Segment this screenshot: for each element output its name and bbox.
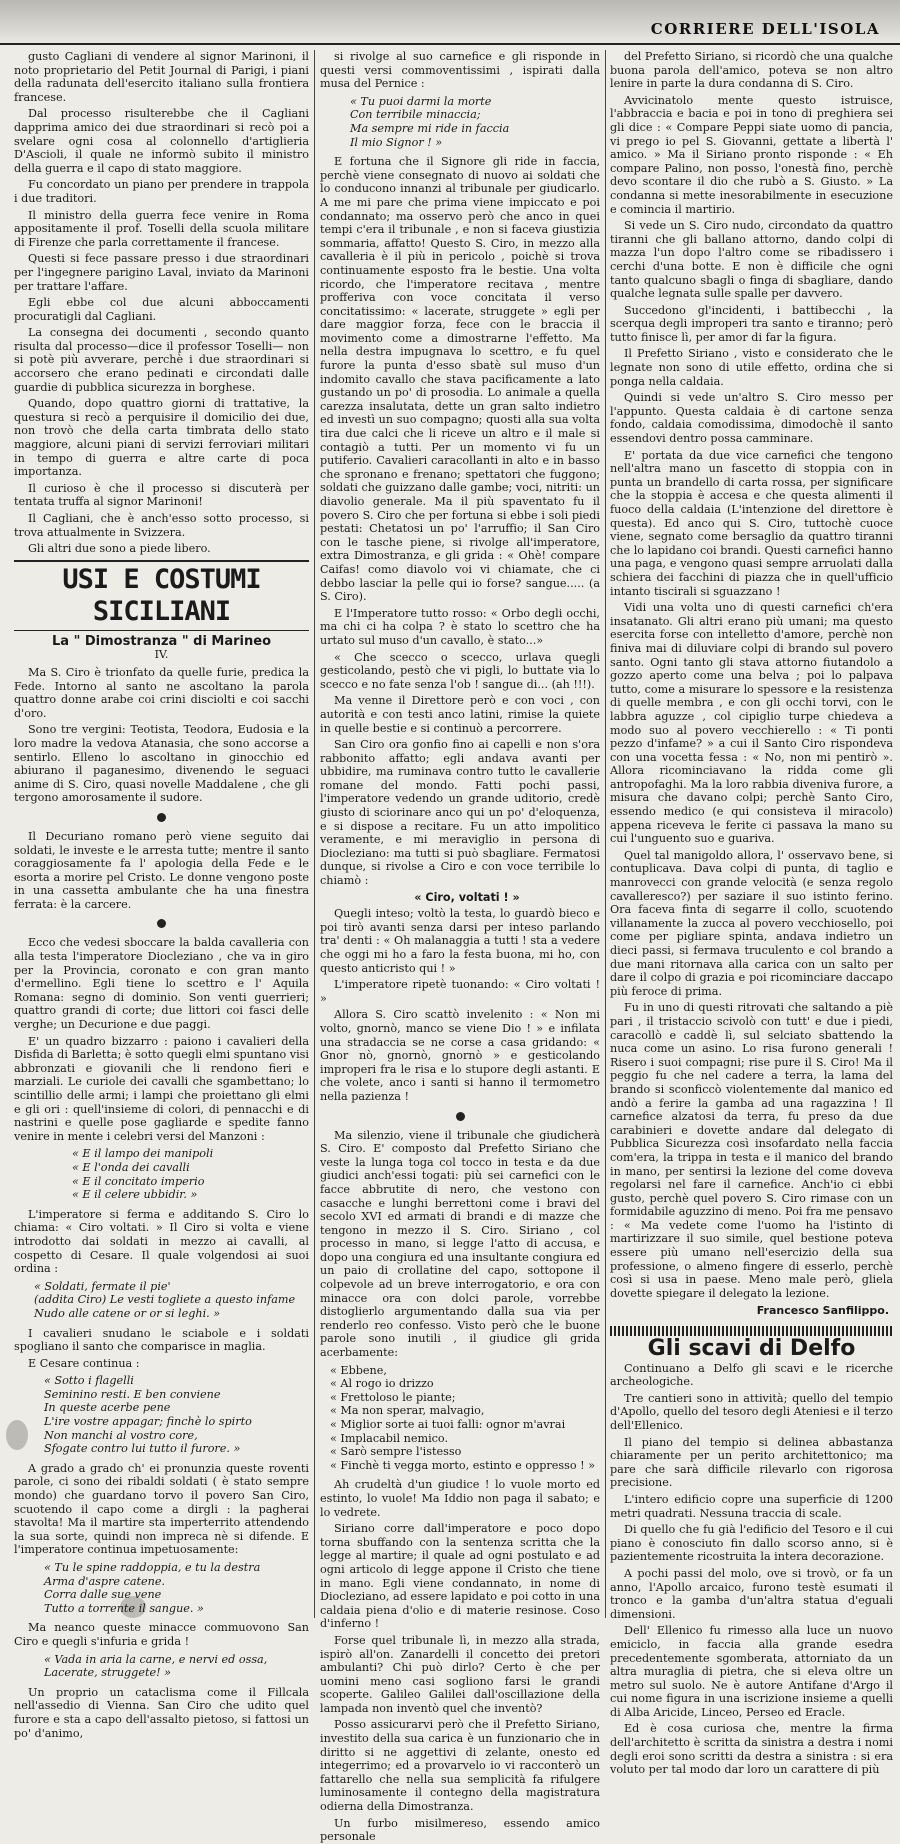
paragraph: L'imperatore si ferma e additando S. Ciro lo chiama: « Ciro voltati. » Il Ciro si volta e viene introdotto dai soldati in mezzo ai cavalli, al cospetto di Cesare. Il quale volgendosi ai suoi ordina : xyxy=(14,1207,309,1276)
verse-line: (addita Ciro) Le vesti toglietе a questo infame xyxy=(34,1293,296,1307)
section-divider xyxy=(610,1326,893,1336)
verse-block xyxy=(14,1147,309,1201)
verse-line: « Frettoloso le piante; xyxy=(330,1390,456,1404)
paragraph: A pochi passi del molo, ove si trovò, or fa un anno, l'Apollo arcaico, furono testè esumati il tronco e la gamba d'un'altra statua d'eguali dimensioni. xyxy=(610,1566,893,1621)
paragraph: L'intero edificio copre una superficie di 1200 metri quadrati. Nessuna traccia di scale. xyxy=(610,1492,893,1520)
paragraph: Ah crudeltà d'un giudice ! lo vuole morto ed estinto, lo vuole! Ma Iddio non paga il sabato; e lo vedrete. xyxy=(320,1478,600,1519)
paragraph: Vidi una volta uno di questi carnefici ch'era insatanato. Gli altri erano più umani; ma questo esercita forse con intelletto d'amore, perchè non finiva mai di diluviare colpi di brando sul povero santo. Ogni tanto gli stava attorno fiutandolo a gozzo aperto come una belva ; poi lo palpava tutto, come a misurare lo spessore e la resistenza di quelle membra , e con gli occhi torvi, con le labbra aguzze , col cipiglio turpe chiedeva a modo suo al povero vecchierello : « Ti ponti pezzo d'infame? » a cui il Santo Ciro rispondeva con una vocetta fessa : « No, non mi pentirò ». Allora ricominciavano la ridda come gli antropofaghi. Ma la loro rabbia diveniva furore, a misura che davano colpi; perchè Santo Ciro, essendo medico (e qui consisteva il miracolo) appena riceveva le ferite ci passava la mano su cui l'unguento suo e guariva. xyxy=(610,601,893,846)
verse-line: « E il lampo dei manipoli xyxy=(72,1147,214,1161)
paragraph: « Che scecco o scecco, urlava quegli gesticolando, pestò che vi pigli, lo buttate via lo scecco e no fate senza l'ob ! sangue di... (ah !!!). xyxy=(320,650,600,691)
paragraph: Quando, dopo quattro giorni di trattative, la questura si recò a perquisire il domicilio dei due, non trovò che della carta timbrata dello stato maggiore, alcuni piani di servizi ferroviari militari in tempo di guerra e altre carte di poca importanza. xyxy=(14,397,309,479)
verse-line: « Miglior sorte ai tuoi falli: ognor m'avrai xyxy=(330,1418,566,1431)
paragraph: Si vede un S. Ciro nudo, circondato da quattro tiranni che gli ballano attorno, dando colpi di mazza l'un dopo l'altro come se ribadissero i cerchi d'una botte. E non è difficile che ogni tanto qualcuno sbagli o finga di sbagliare, dando qualche legnata sulle spalle per davvero. xyxy=(610,219,893,301)
verse-line: Lacerate, struggete! » xyxy=(44,1666,171,1680)
paragraph: Allora S. Ciro scattò invelenito : « Non mi volto, gnornò, manco se viene Dio ! » e infilata una stradaccia se ne corse a casa gridando: « Gnor nò, gnornò, gnornò » e gesticolando improperi fra le risa e lo stupore degli astanti. E che volete, anco i santi si hanno il termometro nella pazienza ! xyxy=(320,1008,600,1103)
paragraph: L'imperatore ripetè tuonando: « Ciro voltati ! » xyxy=(320,978,600,1005)
verse-line: « Finchè ti vegga morto, estinto e oppresso ! » xyxy=(330,1458,596,1472)
paragraph: Questi si fece passare presso i due straordinari per l'ingegnere parigino Laval, inviato da Marinoni per trattare l'affare. xyxy=(14,252,309,293)
article-subtitle: La " Dimostranza " di Marineo xyxy=(51,633,272,649)
paragraph: Gli altri due sono a piede libero. xyxy=(28,542,211,556)
page-header xyxy=(0,0,900,46)
paragraph: E' un quadro bizzarro : paiono i cavalieri della Disfida di Barletta; è sotto quegli elmi spuntano visi abbronzati e giovanili che li rendono fieri e marziali. Le curiole dei cavalli che sgambettano; lo scintillio delle armi; i lampi che proiettano gli elmi e gli ori : quell'insieme di colori, di pennacchi e di nastrini e quelle pose gagliarde e spedite fanno venire in mente i celebri versi del Manzoni : xyxy=(14,1034,309,1143)
verse-line: Corra dalle sue vene xyxy=(44,1588,162,1602)
paragraph: Quel tal manigoldo allora, l' osservavo bene, si contuplicava. Dava colpi di punta, di taglio e manroveсci con grande velocità (e senza regolo cavalleresco?) per saziare il suo istinto ferino. Ora faceva finta di segarre il collo, scuotendo villanamente la zucca al povero vecchiosello, poi come per pigliare spinta, andava indietro un dieci passi, si fermava truculento e col brando a due mani ritornava alla carica con un salto per dare il colpo di grazia e poi ricominciare daccapo più feroce di prima. xyxy=(610,848,893,998)
paragraph: Siriano corre dall'imperatore e poco dopo torna sbuffando con la sentenza scritta che la legge al martire; il quale ad ogni postulato e ad ogni articolo di legge appone il Cristo che tiene in mano. Egli viene condannato, in nome di Diocleziano, ad essere lapidato e poi cotto in una caldaia piena d'olio e di materie resinose. Coso d'inferno ! xyxy=(320,1522,600,1631)
verse-block xyxy=(14,1374,309,1456)
paragraph: Forse quel tribunale lì, in mezzo alla strada, ispirò all'on. Zanardelli il concetto dei pretori ambulanti? Chi può dirlo? Certo è che per uomini meno casi sogliono farsi le grandi scoperte. Galileo Galilei dall'oscillazione della lampada non inventò quel che inventò? xyxy=(320,1633,600,1715)
paragraph: Un furbo misilmereso, essendo amico personale xyxy=(320,1816,600,1844)
paragraph: Ma neanco queste minacce commuovono San Ciro e quegli s'infuria e grida ! xyxy=(14,1621,309,1648)
paragraph: Il ministro della guerra fece venire in Roma appositamente il prof. Toselli della scuola militare di Firenze che parla correttamente il francese. xyxy=(14,208,309,249)
author-signature: Francesco Sanfilippo. xyxy=(756,1304,889,1318)
verse-line: « Sotto i flagelli xyxy=(44,1374,134,1388)
paragraph: Il Cagliani, che è anch'esso sotto processo, si trova attualmente in Svizzera. xyxy=(14,512,309,539)
paragraph: E fortuna che il Signore gli ride in faccia, perchè viene consegnato di nuovo ai soldati che lo conducono innanzi al tribunale per giudicarlo. A me mi pare che prima viene impiccato e poi condannato; ma osservo però che anco in quei tempi c'era il tribunale , e non si faceva giustizia sommaria, affatto! Questo S. Ciro, in mezzo alla cavalleria è il più in pericolo , poichè si trova continuamente esposto fra le bestie. Una volta ricordo, che l'imperatore recitava , mentre profferiva con voce concitata il verso concitatissimo: « lacerate, struggete » egli per dare maggior forza, fece con le braccia il movimento come a dimostrarne l'effetto. Ma nella destra impugnava lo scettro, e fu quel furore la punta d'esso sbatè sul muso d'un indomito cavallo che stava pacificamente a lato gustando un po' di prosodia. Lo animale a quella carezza insalutata, dette un gran salto indietro ed investì un suo compagno; quosti alla sua volta tira due calci che li riceve un altro e il male si contagiò a tutti. Per un momento vi fu un putiferio. Cavalieri caracollanti in alto e in basso che spronano e frenano; spettatori che fuggono; soldati che guizzano dalle gambe; voci, nitriti: un diavolio generale. Ma il più spaventato fu il povero S. Ciro che per fortuna si ebbe i soli piedi pestati: Chetatosi un po' l'arruffio; il San Ciro con le tasche piene, si rivolge all'imperatore, extra Dimostranza, e gli grida : « Ohè! compare Caifas! como diavolo voi vi chiamate, che ci debbo lasciar la pelle qui io forse? sangue..... (a S. Ciro). xyxy=(320,155,600,604)
paragraph: Quegli inteso; voltò la testa, lo guardò bieco e poi tirò avanti senza darsi per inteso parlando tra' denti : « Oh malanaggia a tutti ! sta a vedere che oggi mi ho a faro la festa buona, mi ho, con questo anticristo qui ! » xyxy=(320,907,600,975)
paragraph: Continuano a Delfo gli scavi e le ricerche archeologiche. xyxy=(610,1361,893,1389)
paragraph: Sono tre vergini: Teotista, Teodora, Eudosia e la loro madre la vedova Atanasia, che sono accorse a sentirlo. Elleno lo ascoltano in ginocchio ed abiurano il paganesimo, divenendo le seguaci anime di S. Ciro, quasi novelle Maddalene , che gli tergono amorosamente il sudore. xyxy=(14,723,309,805)
verse-line: « E il celere ubbidir. » xyxy=(72,1188,198,1202)
verse-line: « Implacabil nemico. xyxy=(330,1431,449,1445)
paragraph: Ma venne il Direttore però e con voci , con autorità e con testi anco latini, rimise la quiete in quelle bestie e si continuò a percorrere. xyxy=(320,694,600,735)
section-bullet xyxy=(157,813,166,822)
paragraph: Quindi si vede un'altro S. Ciro messo per l'appunto. Questa caldaia è di cartone senza fondo, caldaia comodissima, dimodochè il santo essendovi dentro possa camminare. xyxy=(610,391,893,446)
paragraph: A grado a grado ch' ei pronunzia queste roventi parole, ci sono dei ribaldi soldati ( è stato sempre mondo) che guardano torvo il povero San Ciro, scuotendo il capo come a dirgli : la pagherai stavolta! Ma il martire sta imperterrito attendendo la sua sorte, quindi non impreca nè si difende. E l'imperatore continua impetuosamente: xyxy=(14,1461,309,1557)
paragraph: si rivolge al suo carnefice e gli risponde in questi versi commoventissimi , ispirati dalla musa del Pernice : xyxy=(320,50,600,91)
paragraph: Di quello che fu già l'edificio del Tesoro e il cui piano è conosciuto fin dallo scorso anno, si è pazientemente ricostruita la intera decorazione. xyxy=(610,1523,893,1564)
paragraph: I cavalieri snudano le sciabole e i soldati spogliano il santo che comparisce in maglia. xyxy=(14,1326,309,1354)
verse-line: Il mio Signor ! » xyxy=(350,135,443,149)
verse-line: Tutto a torrente il sangue. » xyxy=(44,1601,204,1615)
verse-line: « Ma non sperar, malvagio, xyxy=(330,1404,485,1418)
paragraph: E' portata da due vice carnefici che tengono nell'altra mano un fascetto di stoppia con in punta un brandello di carta rossa, per significare che la stoppia è accesa e che questa alimenti il fuoco della caldaia (L'intenzione del direttore è questa). Ed anco qui S. Ciro, tuttochè cuoce viene, segnato come bersaglio da quattro tiranni che lo lapidano coi brandi. Questi carnefici hanno una paga, e vengono quasi sempre arruolati dalla schiera dei facchini di piazza che in quell'ufficio intanto tiscirali si sguazzano ! xyxy=(610,448,893,598)
paragraph: Ma S. Ciro è trionfato da quelle furie, predica la Fede. Intorno al santo ne ascoltano la parola quattro donne arabe coi crini disciolti e coi sacchi d'oro. xyxy=(14,665,309,720)
verse-line: « E il concitato imperio xyxy=(72,1174,205,1188)
verse-line: Sfogate contro lui tutto il furore. » xyxy=(44,1442,241,1456)
column-1 xyxy=(14,50,309,1740)
verse-line: « Soldati, fermate il pie' xyxy=(34,1279,171,1293)
verse-block xyxy=(14,1561,309,1615)
verse-line: « Tu le spine raddoppia, e tu la destra xyxy=(44,1561,261,1574)
paragraph: Fu concordato un piano per prendere in trappola i due traditori. xyxy=(14,178,309,205)
verse-block xyxy=(320,1364,600,1473)
paragraph: Ed è cosa curiosa che, mentre la firma dell'architetto è scritta da sinistra a destra i nomi degli eroi sono scritti da destra a sinistra : si era voluto per tal modo dar loro un carattere di più xyxy=(610,1722,893,1777)
header-rule xyxy=(0,43,900,45)
paragraph: Il Prefetto Siriano , visto e considerato che le legnate non sono di utile effetto, ordina che si ponga nella caldaia. xyxy=(610,347,893,388)
paragraph: E Cesare continua : xyxy=(28,1356,140,1370)
verse-line: Non manchi al vostro core, xyxy=(44,1428,198,1442)
paragraph: Il Decuriano romano però viene seguito dai soldati, le investe e le arresta tutte; mentre il santo coraggiosamente fa l' apologia della Fede e le esorta a morire pel Cristo. Le donne vengono poste in una cassetta ambulante che ha una finestra ferrata: è la carcere. xyxy=(14,829,309,911)
verse-block xyxy=(320,95,600,149)
verse-line: Con terribile minaccia; xyxy=(350,108,481,122)
column-rule-2 xyxy=(605,50,606,1618)
paragraph: Avvicinatolo mente questo istruisce, l'abbraccia e bacia e poi in tono di preghiera sei gli dice : « Compare Peppi siate uomo di pancia, vi prego io pel S. Giovanni, gettate a libertà l' amico. » Ma il Siriano pronto risponde : « Eh compare Palino, non posso, l'onestà fino, perchè devo scontare il dio che rubò a S. Giusto. » La condanna si mette inesorabilmente in esecuzione e comincia il martirio. xyxy=(610,93,893,216)
verse-line: In queste acerbe pene xyxy=(44,1401,171,1415)
paragraph: Ma silenzio, viene il tribunale che giudicherà S. Ciro. E' composto dal Prefetto Siriano che veste la lunga toga col tocco in testa e da due giudici anch'essi togati: più sei carnefici con le facce abbrutite di nero, che vestono con casacche e lunghi berrettoni come i bravi del secolo XVI ed armati di brandi e di mazze che tengono in mezzo il S. Ciro. Siriano , col processo in mano, si legge l'atto di accusa, e dopo una congiura ed una insultante congiura ed un paio di crollatine del capo, sottopone il colpevole ad un breve interrogatorio, e ora con minacce ora con dolci parole, vorrebbe distoglierlo argumentando dalla sua via per renderlo reo confesso. Visto però che le buone parole sono inutili , il giudice gli grida acerbamente: xyxy=(320,1128,600,1360)
paragraph: Ecco che vedesi sboccare la balda cavalleria con alla testa l'imperatore Diocleziano , che va in giro per la Provincia, coronato e con gran manto d'ermellino. Egli tiene lo scettro e l' Aquila Romana: segno di dominio. Son venti guerrieri; quattro grandi di corte; due littori coi fasci delle verghe; un Decurione e due paggi. xyxy=(14,936,309,1032)
part-number: IV. xyxy=(154,648,169,662)
paragraph: Posso assicurarvi però che il Prefetto Siriano, investito della sua carica è un funzionario che in diritto si ne aggettivi di zelante, onesto ed integerrimo; ed a provarvelo io vi racconterò un fattarello che nella sua semplicità fa rifulgere luminosamente il contegno della magistratura odierna della Dimostranza. xyxy=(320,1718,600,1814)
verse-block xyxy=(14,1280,309,1321)
section-bullet xyxy=(456,1112,465,1121)
paragraph: San Ciro ora gonfio fino ai capelli e non s'ora rabbonito affatto; egli andava avanti per ubbidire, ma ruminava contro tutto le cavallerie romane del mondo. Fatti pochi passi, l'imperatore vedendo un grande uditorio, credè giusto di sciorinare anco qui un po' d'eloquenza, e si dispose a recitare. Fu un atto impolitico veramente, e mi meraviglio in persona di Diocleziano: ma tutti si può sbagliare. Fermatosi dunque, si rivolse a Ciro e con voce terribile lo chiamò : xyxy=(320,738,600,888)
paragraph: Dell' Ellenico fu rimesso alla luce un nuovo emiciclo, in faccia alla grande esedra precedentemente sgomberata, attorniato da un altra muraglia di pietra, che si eleva oltre un metro sul suolo. Ne è autore Antifane d'Argo il cui nome figura in una iscrizione insieme a quelli di Alba Aricide, Linceo, Perseo ed Eracle. xyxy=(610,1624,893,1719)
verse-line: « Tu puoi darmi la morte xyxy=(350,94,492,108)
verse-block xyxy=(14,1653,309,1680)
paragraph: La consegna dei documenti , secondo quanto risulta dal processo—dice il professor Toselli— non si potè più avverare, perchè i due straordinari si accorsero che erano pedinati e circondati dalle guardie di pubblica sicurezza in borghese. xyxy=(14,326,309,394)
paragraph: Un proprio un cataclisma come il Fillcala nell'assedio di Vienna. San Ciro che udito quel furore e sta a capo dell'assalto pietoso, si fattosi un po' d'animo, xyxy=(14,1685,309,1740)
paragraph: Tre cantieri sono in attività; quello del tempio d'Apollo, quello del tesoro degli Ateniesi e il terzo dell'Ellenico. xyxy=(610,1391,893,1432)
paragraph: Fu in uno di questi ritrovati che saltando a piè pari , il tristaccio scivolò con tutt' e due i piedi, caracollò e caddè lì, sul selciato sbattendo la nuca come un asino. Lo risa furono generali ! Risero i suoi compagni; rise pure il S. Ciro! Ma il peggio fu che nel cadere a terra, la lama del brando si sconficcò violentemente dal manico ed andò a ferire la gamba ad una ragazzina ! Il carnefice alzatosi da terra, fu preso da due carabinieri e dovette andare dal delegato di Pubblica Sicurezza così insofardato nella faccia com'era, la trippa in testa e il manico del brando in mano, per sentirsi la lezione del come doveva regolarsi nel fare il carnefice. Anch'io ci ebbi gusto, perchè quel povero S. Ciro rimase con un formidabile aguzzino di meno. Poi fra me pensavo : « Ma vedete come l'uomo ha l'istinto di martirizzare il suo simile, quel bestione poteva essere più umano nell'esercizio della sua professione, o almeno fingere di esserlo, perchè così si usa in paese. Meno male però, gliela dovette spiegare il delegato la lezione. xyxy=(610,1001,893,1300)
verse-line: Arma d'aspre catene. xyxy=(44,1574,166,1588)
verse-line: L'ire vostre appagar; finchè lo spirto xyxy=(44,1415,252,1429)
verse-line: Nudo alle catene or or si leghi. » xyxy=(34,1306,221,1320)
verse-line: « Ebbene, xyxy=(330,1363,387,1377)
article-title: USI E COSTUMI SICILIANI xyxy=(14,560,309,631)
paragraph: Il piano del tempio si delinea abbastanza chiaramente per un perito architettonico; ma pare che sarà difficile rilevarlo con rigorosa precisione. xyxy=(610,1435,893,1490)
verse-line: « E l'onda dei cavalli xyxy=(72,1160,190,1174)
verse-line: Seminino resti. E ben conviene xyxy=(44,1387,221,1401)
paragraph: « Ciro, voltati ! » xyxy=(414,890,520,904)
verse-line: Ma sempre mi ride in faccia xyxy=(350,121,510,135)
paragraph: gusto Cagliani di vendere al signor Marinoni, il noto proprietario del Petit Journal di Parigi, i piani della radunata dell'esercito italiano sulla frontiera francese. xyxy=(14,50,309,104)
paragraph: del Prefetto Siriano, si ricordò che una qualche buona parola dell'amico, poteva se non altro lenire in parte la dura condanna di S. Ciro. xyxy=(610,50,893,91)
verse-line: « Vada in aria la carne, e nervi ed ossa, xyxy=(44,1652,268,1666)
column-2 xyxy=(320,50,600,1844)
paragraph: Dal processo risulterebbe che il Cagliani dapprima amico dei due straordinari si recò poi a svelare ogni cosa al colonnello d'artiglieria D'Ascioli, il quale ne informò subito il ministro della guerra e il capo di stato maggiore. xyxy=(14,107,309,175)
section-bullet xyxy=(157,919,166,928)
paragraph: Il curioso è che il processo si discuterà per tentata truffa al signor Marinoni! xyxy=(14,481,309,509)
paragraph: Succedono gl'incidenti, i battibecchi , la scerqua degli improperi tra santo e tiranno; però tutto finisce lì, per amor di far la figura. xyxy=(610,303,893,344)
masthead: CORRIERE DELL'ISOLA xyxy=(650,20,880,38)
paragraph: E l'Imperatore tutto rosso: « Orbo degli occhi, ma chi ci ha colpa ? è stato lo scettro che ha urtato sul muso d'un cavallo, è stato...» xyxy=(320,606,600,647)
verse-line: « Sarò sempre l'istesso xyxy=(330,1445,462,1459)
column-rule-1 xyxy=(314,50,315,1618)
article-title: Gli scavi di Delfo xyxy=(647,1336,856,1362)
column-3 xyxy=(610,50,893,1777)
verse-line: « Al rogo io drizzo xyxy=(330,1377,434,1391)
paragraph: Egli ebbe col due alcuni abboccamenti procuratigli dal Cagliani. xyxy=(14,296,309,323)
